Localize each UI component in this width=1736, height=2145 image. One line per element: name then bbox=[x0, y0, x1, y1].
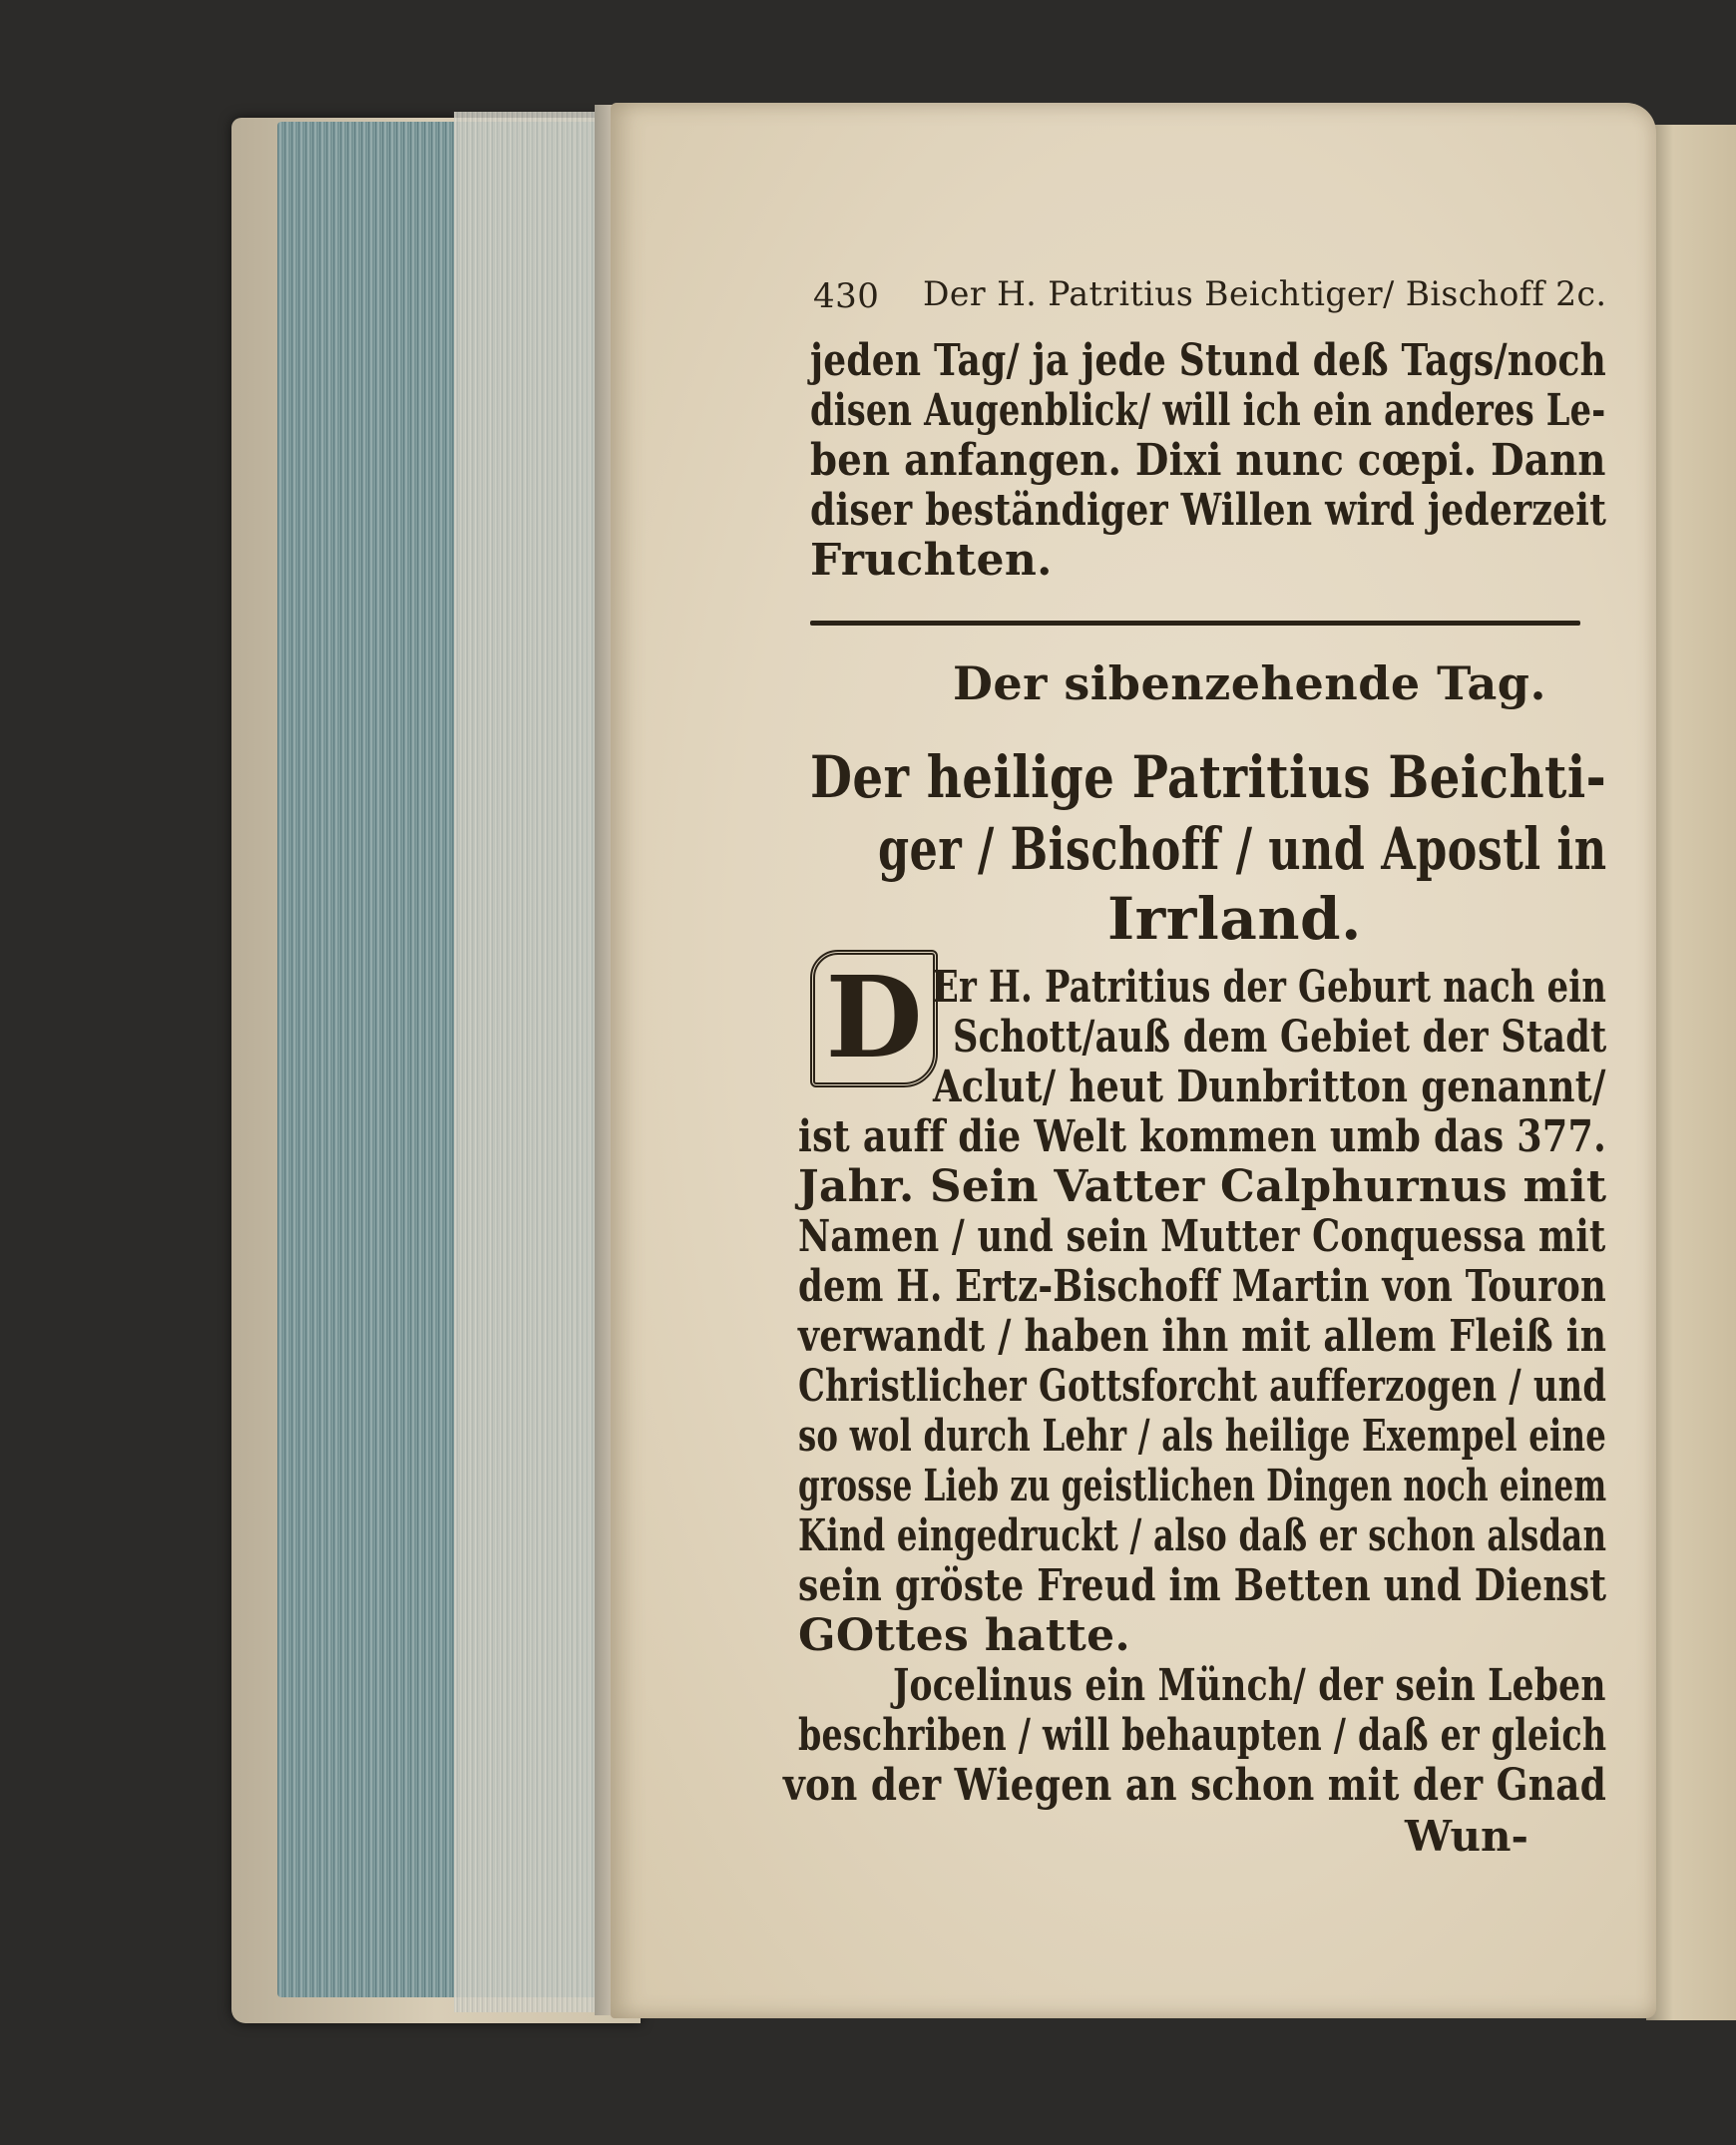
text-line: dem H. Ertz-Bischoff Martin von Touron bbox=[798, 1261, 1607, 1312]
text-line: Jocelinus ein Münch/ der sein Leben bbox=[893, 1660, 1606, 1711]
chapter-title-line: Irrland. bbox=[1107, 885, 1362, 953]
text-line: Aclut/ heut Dunbritton genannt/ bbox=[933, 1062, 1606, 1112]
text-line: von der Wiegen an schon mit der Gnad bbox=[783, 1760, 1607, 1811]
text-line: sein gröste Freud im Betten und Dienst bbox=[798, 1560, 1607, 1611]
section-divider-rule bbox=[810, 621, 1580, 626]
text-line: ist auff die Welt kommen umb das 377. bbox=[798, 1111, 1607, 1162]
text-line: so wol durch Lehr / als heilige Exempel eine bbox=[798, 1411, 1607, 1462]
text-line: Er H. Patritius der Geburt nach ein bbox=[933, 962, 1607, 1013]
text-line: GOttes hatte. bbox=[798, 1610, 1130, 1661]
text-line: Kind eingedruckt / also daß er schon alsdan bbox=[798, 1510, 1607, 1561]
text-line: Christlicher Gottsforcht aufferzogen / und bbox=[798, 1361, 1607, 1412]
text-line: grosse Lieb zu geistlichen Dingen noch einem bbox=[798, 1461, 1607, 1511]
day-heading: Der sibenzehende Tag. bbox=[953, 656, 1546, 710]
page-number: 430 bbox=[813, 276, 880, 316]
chapter-title-line: ger / Bischoff / und Apostl in bbox=[878, 815, 1607, 883]
text-line: Jahr. Sein Vatter Calphurnus mit bbox=[798, 1161, 1607, 1212]
text-line: diser beständiger Willen wird jederzeit bbox=[810, 485, 1607, 536]
decorated-initial bbox=[810, 950, 938, 1087]
chapter-title-line: Der heilige Patritius Beichti- bbox=[810, 743, 1607, 811]
text-line: disen Augenblick/ will ich ein anderes Le- bbox=[810, 385, 1606, 436]
text-line: verwandt / haben ihn mit allem Fleiß in bbox=[798, 1311, 1607, 1362]
page-edges-light bbox=[454, 112, 609, 2012]
text-line: Schott/auß dem Gebiet der Stadt bbox=[953, 1012, 1607, 1063]
decorated-initial-letter: D bbox=[825, 953, 923, 1083]
running-header-title: Der H. Patritius Beichtiger/ Bischoff 2c. bbox=[923, 274, 1607, 314]
text-line: jeden Tag/ ja jede Stund deß Tags/noch bbox=[810, 335, 1607, 386]
text-line: beschriben / will behaupten / daß er gleich bbox=[798, 1710, 1607, 1761]
text-line: Namen / und sein Mutter Conquessa mit bbox=[798, 1211, 1606, 1262]
facing-page-edge bbox=[1646, 125, 1736, 2020]
text-line: ben anfangen. Dixi nunc cœpi. Dann bbox=[810, 435, 1606, 486]
text-line: Fruchten. bbox=[810, 535, 1053, 586]
catchword: Wun- bbox=[1405, 1812, 1528, 1861]
